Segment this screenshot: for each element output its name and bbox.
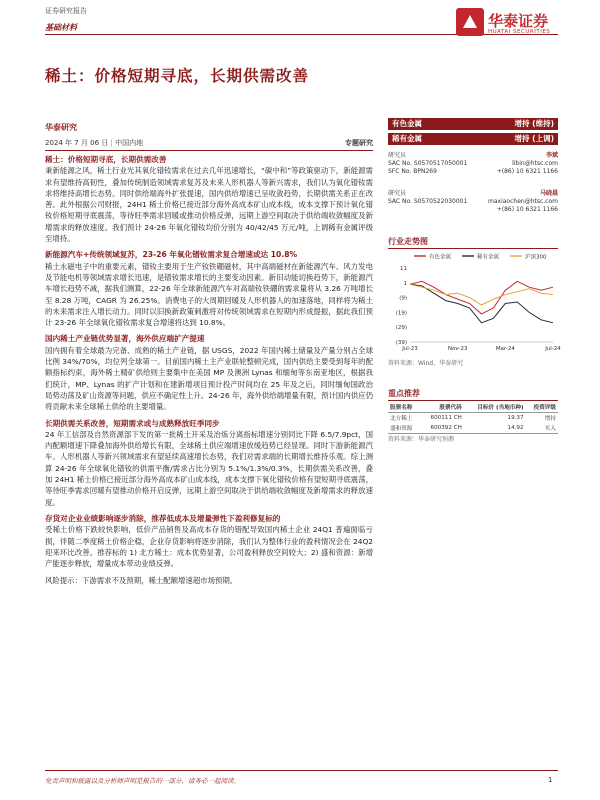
section-text: 秉新能源之风，稀土行业光其氧化镨钕需求在过去几年迅速增长，“碳中和”等政策驱动下，新能源需求有望维持高韧性，叠加传统制造领域需求复苏及未来人形机器人等新兴需求，我们认为氧化镨钕需求将维持高增长态势。同时供给端海外扩张提速，国内供给增速已呈收敛趋势，长期供需关系正在改善。此外根据公司财报，24H1 稀土价格已接近部分海外高成本矿山成本线，成本支撑下预计氧化镨钕价格短期寻底震荡，等待旺季需求回暖或推动价格反弹，远期上游空间取决于供给端收敛幅度及新增需求的释放速度。我们预计 24-26 年氧化镨钕均价分别为 40/42/45 万元/吨，上调稀有金属评级至增持。 — [45, 166, 373, 244]
report-date: 2024 年 7 月 06 日 — [45, 139, 109, 147]
chart-heading: 行业走势图 — [388, 237, 428, 246]
y-tick-label: (29) — [395, 325, 407, 332]
report-type: 证券研究报告 — [45, 7, 87, 15]
logo-text-cn: 华泰证券 — [488, 12, 549, 30]
stock-name: 盛和资源 — [390, 426, 413, 432]
y-tick-label: (39) — [395, 340, 407, 346]
logo-mark-icon — [456, 8, 484, 36]
stock-code: 600111 CH — [430, 415, 462, 421]
analyst-email: libin@htsc.com — [512, 160, 558, 167]
x-tick-label: Mar-24 — [495, 346, 515, 352]
section-2 — [45, 249, 373, 328]
section-heading: 存货对企业业绩影响逐步消除，推荐低成本及增量弹性下盈利修复标的 — [45, 513, 281, 523]
report-kind: 专题研究 — [345, 139, 373, 147]
series-line — [410, 281, 553, 314]
investment-rating: 增持 — [544, 416, 556, 422]
analyst-1 — [388, 152, 558, 176]
legend-label: 稀有金属 — [477, 254, 500, 261]
analyst-2 — [388, 190, 558, 213]
analyst-name: 李斌 — [545, 152, 558, 159]
legend-label: 沪深300 — [525, 254, 547, 261]
table-row — [388, 413, 558, 424]
analyst-phone: +(86) 10 6321 1166 — [496, 206, 558, 213]
rating-row-2 — [388, 133, 558, 145]
col-header: 目标价 (当地币种) — [477, 405, 524, 411]
company-logo — [456, 8, 566, 38]
section-4 — [45, 418, 373, 508]
section-text: 受稀土价格下跌较快影响，低价产品销售及高成本存货的错配导致国内稀土企业 24Q1 普遍面临亏损，伴随二季度稀土价格企稳，企业存货影响将逐步消除，我们认为整体行业的盈利情况会在 24Q2 迎来环比改善。推荐标的 1) 北方稀土：成本优势显著，公司盈利释放空间较大；2) 盛和资源：新增产能逐步释放，增量成本带动业绩反弹。 — [45, 525, 373, 569]
meta-line: 2024 年 7 月 06 日 | 中国内地 专题研究 — [45, 139, 373, 147]
rating-value: 增持 (上调) — [514, 134, 554, 143]
analyst-sac: SAC No. S0570517050001 — [388, 160, 468, 167]
meta-rule — [45, 150, 373, 151]
rating-industry: 稀有金属 — [392, 134, 422, 143]
footer-rule — [45, 770, 558, 771]
recommend-source: 资料来源：华泰研究预测 — [388, 436, 455, 443]
target-price: 19.37 — [507, 415, 524, 421]
y-tick-label: (9) — [399, 295, 407, 302]
logo-text-en: HUATAI SECURITIES — [488, 29, 551, 35]
y-tick-label: 11 — [400, 266, 407, 272]
page-number: 1 — [548, 776, 553, 784]
footer-disclaimer: 免责声明和披露以及分析师声明是报告的一部分，请务必一起阅读。 — [45, 777, 240, 785]
recommend-rule — [388, 400, 558, 401]
report-region: 中国内地 — [115, 139, 144, 147]
x-tick-label: Jul-23 — [402, 346, 418, 352]
y-tick-label: (19) — [395, 310, 407, 317]
analyst-sac: SAC No. S0570522030001 — [388, 198, 468, 205]
target-price: 14.92 — [507, 425, 524, 431]
section-5 — [45, 513, 373, 569]
recommend-table — [388, 402, 558, 434]
investment-rating: 买入 — [544, 426, 556, 432]
recommend-table-wrap — [388, 402, 558, 444]
section-text: 国内拥有着全球最为完备、成熟的稀土产业链，据 USGS，2022 年国内稀土储量及产量分别占全球比例 34%/70%，均位列全球第一。目前国内稀土主产业联轮整顿完成，国内供给主要受到每年的配额指标约束，海外稀土精矿供给则主要集中在美国 MP 及澳洲 Lynas 和缅甸等东南亚地区，根据我们统计，MP、Lynas 的扩产计划和在建新增项目预计投产时间均在 25 年及之后，同时缅甸国政治局势动荡及矿山资源等问题，供应不确定性上升。24-26 年，海外供给端增量有限，预计国内供应仍将贡献未来全球稀土供给的主要增量。 — [45, 345, 373, 412]
rating-value: 增持 (维持) — [514, 119, 554, 128]
stock-code: 600392 CH — [430, 425, 462, 431]
col-header: 股票名称 — [390, 405, 413, 411]
analyst-name: 马晓晨 — [539, 190, 558, 197]
table-row — [388, 423, 558, 434]
x-tick-label: Nov-23 — [447, 346, 468, 352]
col-header: 投资评级 — [533, 405, 556, 411]
analyst-phone: +(86) 10 6321 1166 — [496, 168, 558, 175]
main-body — [45, 154, 373, 587]
recommend-heading: 重点推荐 — [388, 389, 420, 398]
col-header: 股票代码 — [439, 405, 462, 411]
analyst-email: maxiaochen@htsc.com — [488, 198, 558, 205]
risk-note: 风险提示：下游需求不及预期，稀土配额增速超市场预期。 — [45, 576, 238, 586]
legend-label: 有色金属 — [429, 254, 452, 261]
industry-trend-chart — [388, 250, 561, 355]
analyst-role: 研究员 — [388, 152, 407, 159]
table-header-row — [388, 402, 558, 413]
chart-source: 资料来源：Wind，华泰研究 — [388, 360, 464, 367]
section-3 — [45, 333, 373, 412]
x-tick-label: Jul-24 — [545, 346, 561, 352]
section-1 — [45, 154, 373, 244]
rating-industry: 有色金属 — [392, 119, 422, 128]
section-heading: 稀土：价格短期寻底，长期供需改善 — [45, 155, 167, 164]
section-text: 24 年工信部及自然资源部下发的第一批稀土开采及冶炼分离指标增速分别同比下降 6.5/7.9pct，国内配额增速下降叠加海外供给增长有限，全球稀土供应端增速放缓趋势已经显现。同时下游新能源汽车、人形机器人等新兴领域需求有望延续高速增长态势，我们对需求端的长期增长维持乐观。综上测算 24-26 年全球氧化镨钕的供需平衡/需求占比分别为 5.1%/1.3%/0.3%，长期供需关系改善，叠加 24H1 稀土价格已接近部分海外高成本矿山成本线，成本支撑下氧化镨钕价格有望短期寻底震荡，等待旺季需求回暖有望推动价格开启反弹，远期上游空间取决于供给端收敛幅度及新增需求的释放速度。 — [45, 429, 373, 507]
stock-name: 北方稀土 — [390, 416, 413, 422]
research-org: 华泰研究 — [45, 123, 77, 132]
section-heading: 长期供需关系改善，短期需求或与成熟释放旺季同步 — [45, 418, 220, 428]
section-heading: 新能源汽车+传统领域复苏，23-26 年氧化镨钕需求复合增速或达 10.8% — [45, 250, 298, 260]
section-text: 稀土永磁电子中的重要元素，镨钕主要用于生产钕铁硼磁材，其中高端磁材在新能源汽车、风力发电及节能电机等领域需求增长迅速，是镨钕需求增长的主要变动因素。新旧动能切换趋势下，新能源汽车增长趋势不减，据我们测算，22-26 年全球新能源汽车对高端钕铁硼的需求量将从 3.26 万吨增长至 8.28 万吨，CAGR 为 26.25%。消费电子的大周期回暖及人形机器人的加速落地，同样将为稀土的未来需求注入增长动力。同时以旧换新政策刺激将对传统领域需求在短期内形成提振，据此我们预计 23-26 年全球氧化镨钕需求复合增速将达到 10.8%。 — [45, 261, 373, 328]
rating-row-1 — [388, 118, 558, 130]
y-tick-label: 1 — [403, 280, 407, 287]
analyst-sfc: SFC No. BPN269 — [388, 168, 437, 175]
sector-tag: 基础材料 — [45, 23, 77, 32]
chart-rule — [388, 248, 558, 249]
report-title: 稀土：价格短期寻底，长期供需改善 — [45, 67, 310, 85]
analyst-role: 研究员 — [388, 190, 407, 197]
section-heading: 国内稀土产业链优势显著，海外供应端扩产提速 — [45, 334, 205, 344]
